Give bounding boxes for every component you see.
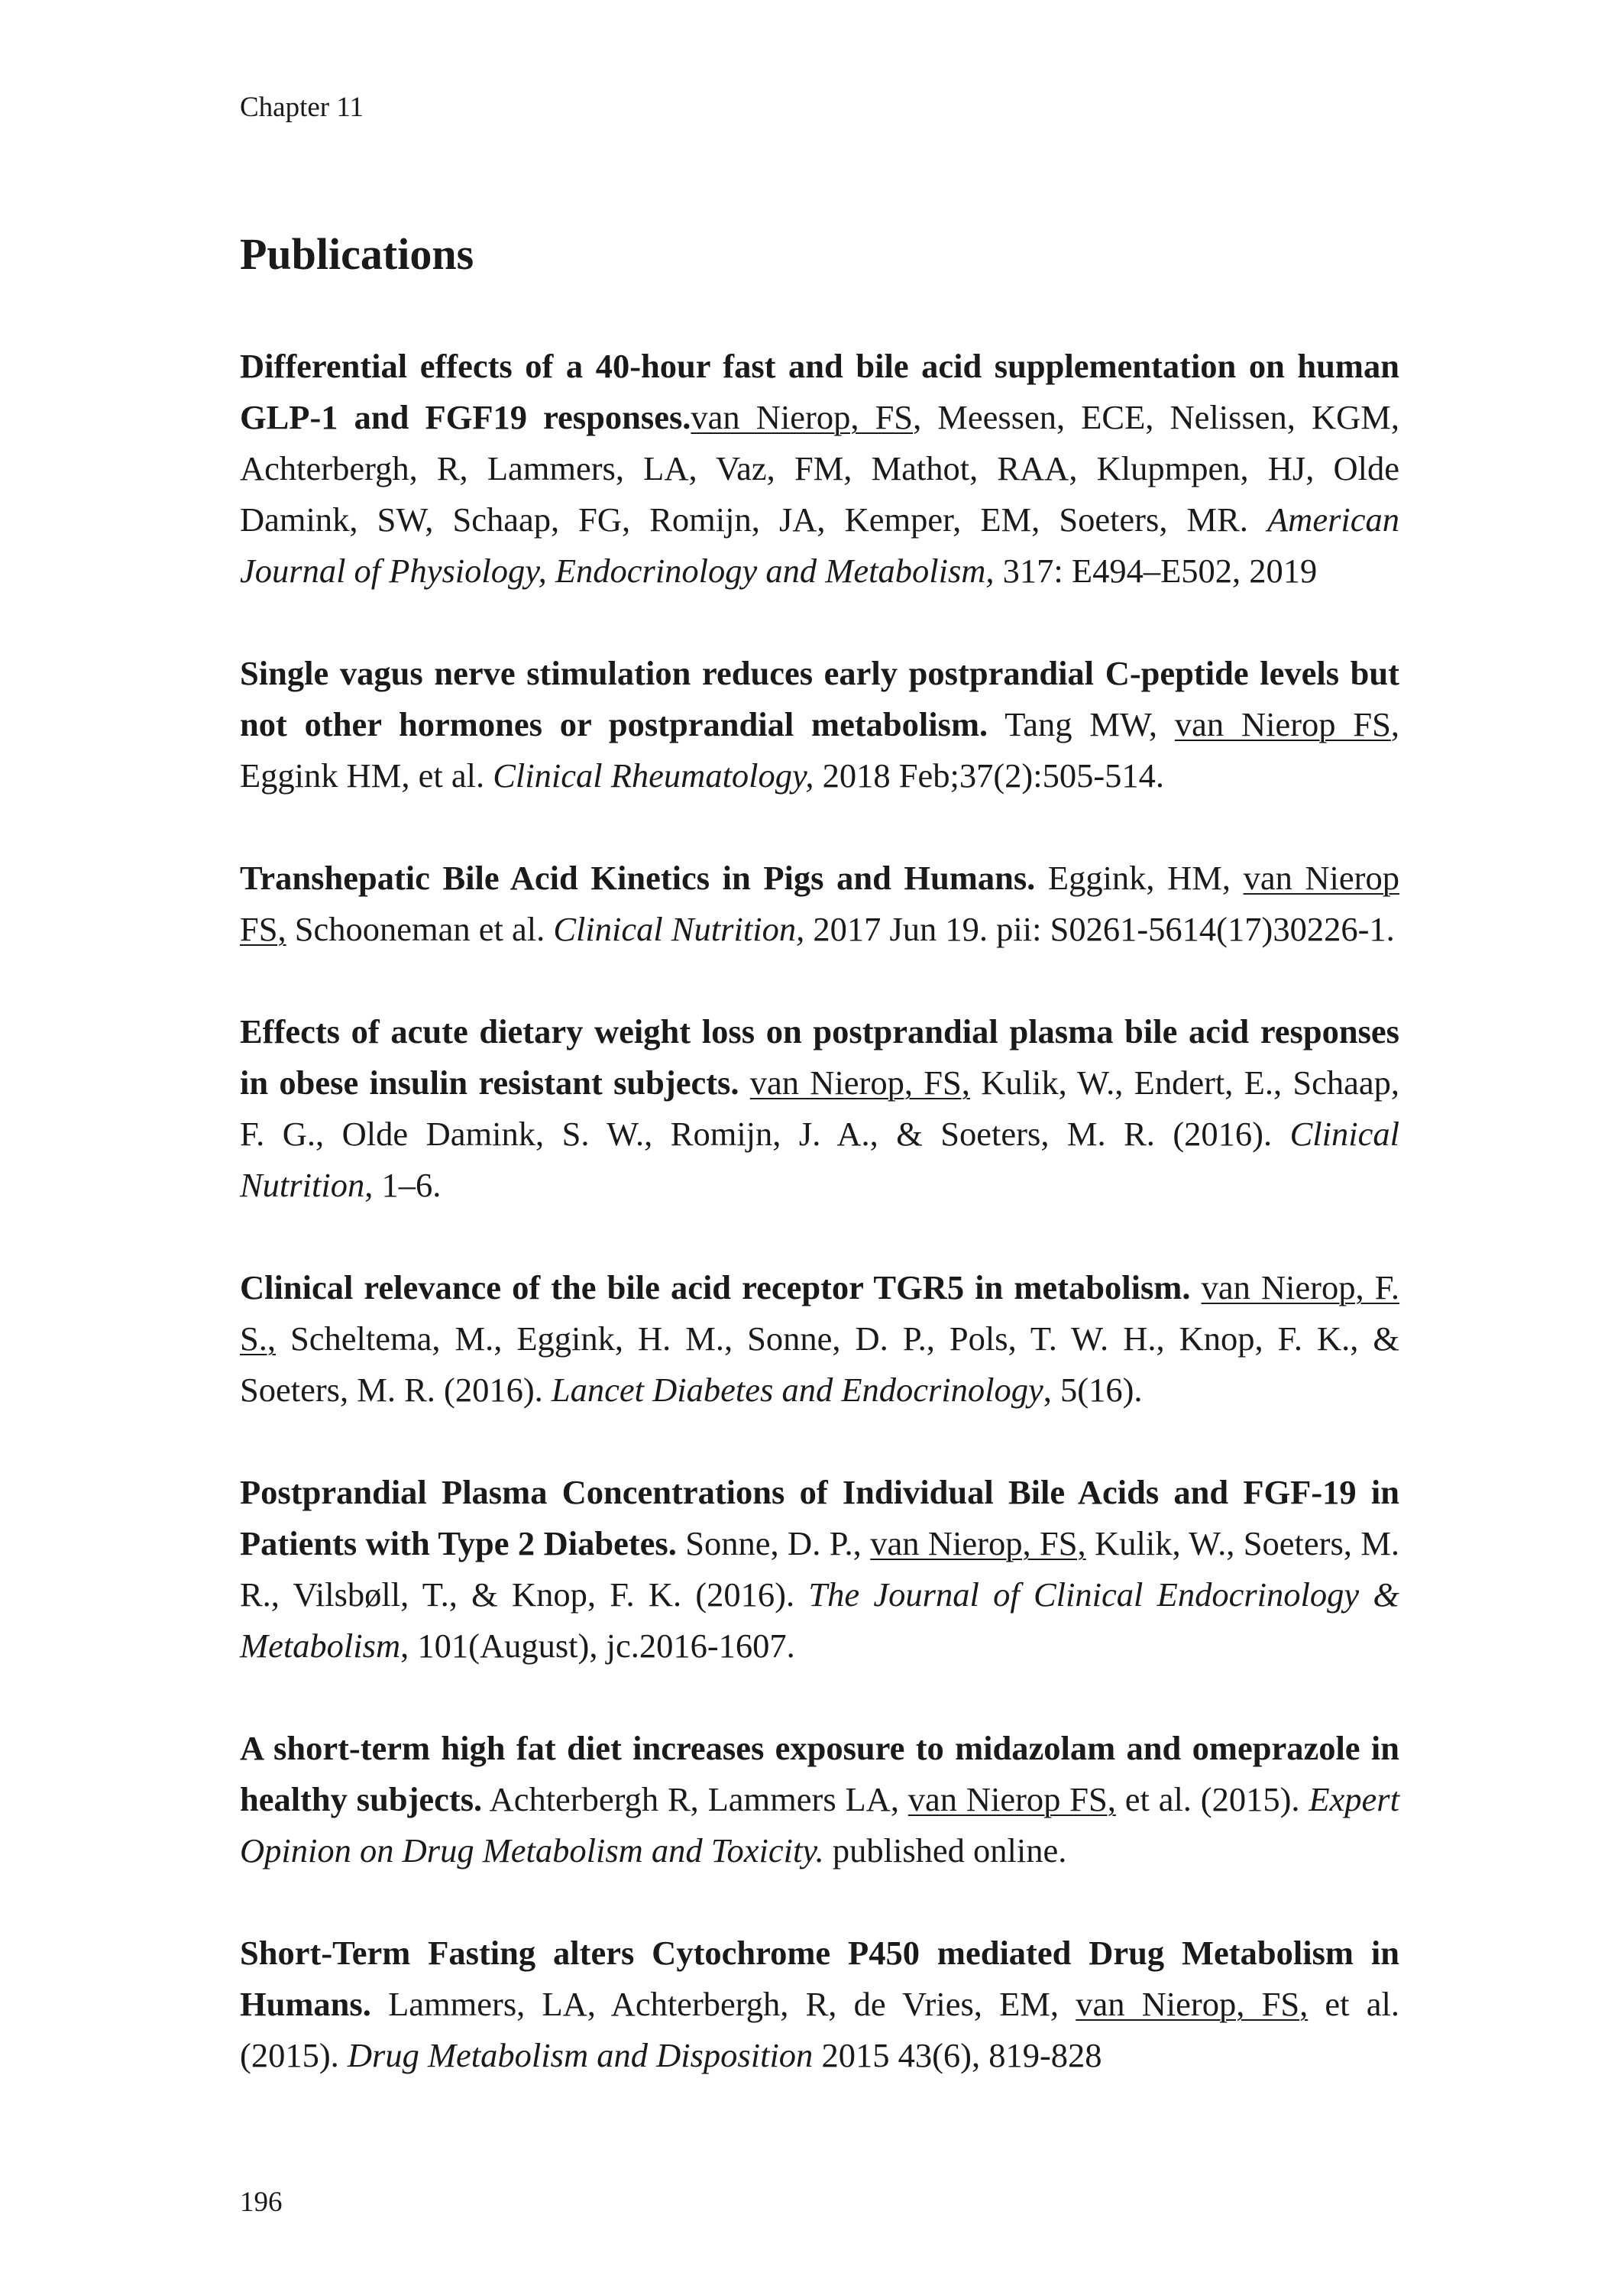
authors-after: Kulik, W., Endert, E., Schaap, F. G., Olde Damink, S. W., Romijn, J. A., & Soeters, M. R. (2016).: [240, 1063, 1400, 1153]
publication-entry: [240, 1006, 1399, 1211]
highlighted-author: van Nierop FS,: [240, 859, 1399, 948]
publication-details: , 5(16).: [1043, 1371, 1143, 1409]
publication-title: Short-Term Fasting alters Cytochrome P450 mediated Drug Metabolism in Humans.: [240, 1934, 1399, 2023]
publication-title: A short-term high fat diet increases exposure to midazolam and omeprazole in healthy subjects.: [240, 1729, 1399, 1818]
publication-entry: [240, 853, 1399, 955]
authors-before: [1190, 1268, 1201, 1306]
authors-after: Kulik, W., Soeters, M. R., Vilsbøll, T., & Knop, F. K. (2016).: [240, 1524, 1400, 1614]
publication-title: Clinical relevance of the bile acid receptor TGR5 in metabolism.: [240, 1268, 1191, 1306]
publication-title: Postprandial Plasma Concentrations of Individual Bile Acids and FGF-19 in Patients with Type 2 Diabetes.: [240, 1473, 1399, 1562]
authors-after: , Eggink HM, et al.: [240, 705, 1399, 795]
highlighted-author: van Nierop FS,: [907, 1780, 1116, 1818]
journal-name: Expert Opinion on Drug Metabolism and Toxicity.: [240, 1780, 1399, 1870]
publication-details: 2015 43(6), 819-828: [813, 2036, 1102, 2074]
authors-before: Tang MW,: [988, 705, 1175, 743]
authors-before: Lammers, LA, Achterbergh, R, de Vries, EM,: [370, 1985, 1076, 2023]
publication-title: Effects of acute dietary weight loss on postprandial plasma bile acid responses in obese insulin resistant subjects.: [240, 1012, 1399, 1102]
publication-entry: [240, 1467, 1399, 1672]
journal-name: Drug Metabolism and Disposition: [347, 2036, 814, 2074]
publication-entry: [240, 1928, 1399, 2081]
authors-after: et al. (2015).: [240, 1985, 1400, 2074]
highlighted-author: van Nierop, FS,: [870, 1524, 1086, 1562]
authors-after: Schooneman et al.: [286, 910, 545, 948]
authors-before: Sonne, D. P.,: [676, 1524, 871, 1562]
authors-after: Scheltema, M., Eggink, H. M., Sonne, D. P., Pols, T. W. H., Knop, F. K., & Soeters, M. R. (2016).: [240, 1319, 1399, 1409]
running-head: Chapter 11: [240, 92, 364, 123]
publication-title: Transhepatic Bile Acid Kinetics in Pigs and Humans.: [240, 859, 1036, 897]
authors-before: Eggink, HM,: [1035, 859, 1244, 897]
journal-name: Clinical Nutrition,: [553, 910, 805, 948]
publication-details: 2018 Feb;37(2):505-514.: [814, 756, 1165, 795]
publication-details: 317: E494–E502, 2019: [994, 552, 1318, 590]
journal-name: American Journal of Physiology, Endocrinology and Metabolism,: [240, 500, 1400, 590]
publication-entry: [240, 1262, 1399, 1416]
journal-name: Clinical Rheumatology,: [493, 756, 814, 795]
page-number: 196: [240, 2187, 283, 2218]
journal-name: Lancet Diabetes and Endocrinology: [551, 1371, 1043, 1409]
publication-entry: [240, 1723, 1399, 1876]
publication-details: , 1–6.: [364, 1166, 442, 1204]
highlighted-author: van Nierop FS: [1174, 705, 1391, 743]
publication-entry: [240, 648, 1399, 801]
highlighted-author: van Nierop, F. S.,: [240, 1268, 1400, 1358]
authors-after: et al. (2015).: [1115, 1780, 1300, 1818]
publication-list: [240, 341, 1399, 2132]
authors-before: Achterbergh R, Lammers LA,: [482, 1780, 908, 1818]
publication-title: Single vagus nerve stimulation reduces early postprandial C-peptide levels but not other hormones or postprandial metabolism.: [240, 654, 1399, 743]
publication-title: Differential effects of a 40-hour fast and bile acid supplementation on human GLP-1 and FGF19 responses.: [240, 347, 1399, 436]
publication-details: published online.: [823, 1831, 1067, 1870]
authors-after: , Meessen, ECE, Nelissen, KGM, Achterbergh, R, Lammers, LA, Vaz, FM, Mathot, RAA, Klupmpen, HJ, Olde Damink, SW, Schaap, FG, Romijn, JA, Kemper, EM, Soeters, MR.: [240, 398, 1399, 539]
publication-details: 2017 Jun 19. pii: S0261-5614(17)30226-1.: [804, 910, 1395, 948]
highlighted-author: van Nierop, FS,: [749, 1063, 970, 1102]
journal-name: The Journal of Clinical Endocrinology & Metabolism: [240, 1575, 1399, 1665]
highlighted-author: van Nierop, FS,: [1076, 1985, 1309, 2023]
highlighted-author: van Nierop, FS: [691, 398, 914, 436]
journal-name: Clinical Nutrition: [240, 1115, 1400, 1204]
publication-entry: [240, 341, 1399, 597]
section-title: Publications: [240, 229, 474, 279]
publication-details: , 101(August), jc.2016-1607.: [400, 1627, 795, 1665]
authors-before: [739, 1063, 749, 1102]
